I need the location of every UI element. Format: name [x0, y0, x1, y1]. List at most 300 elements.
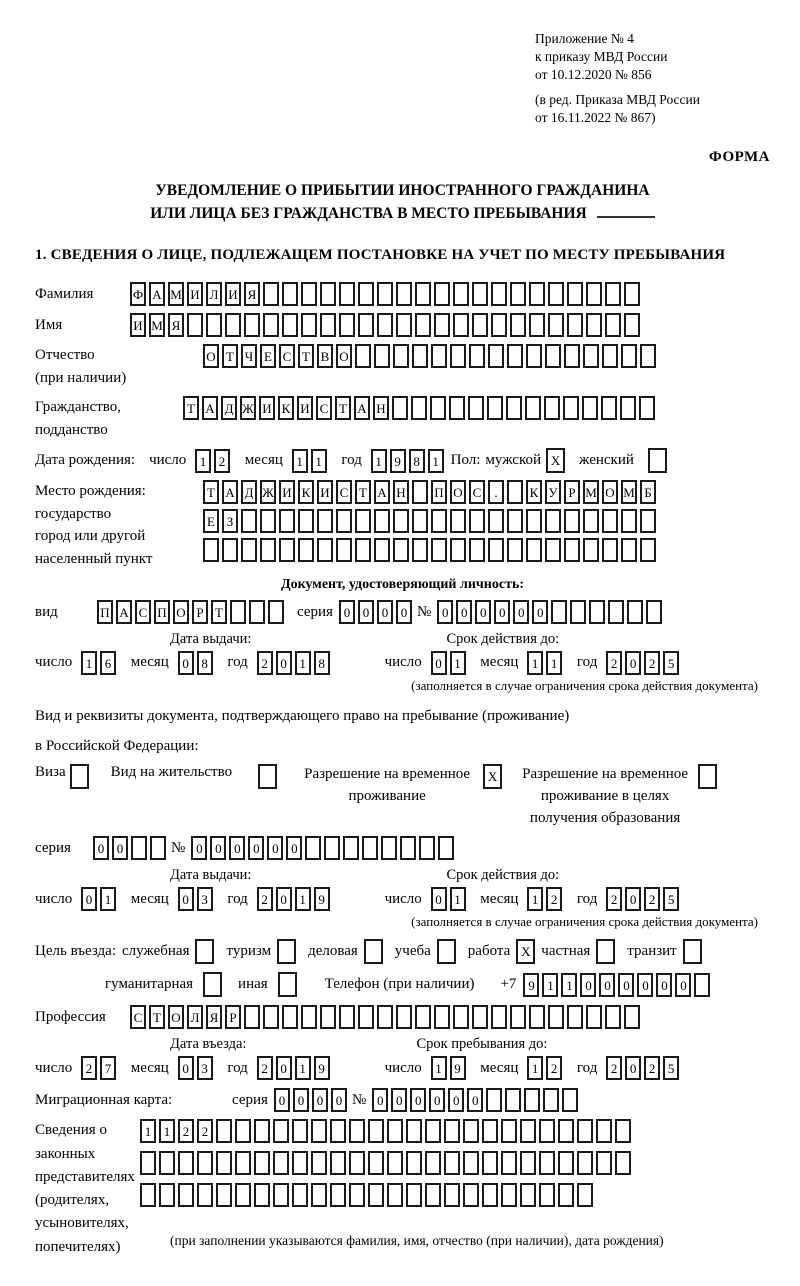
char-cell[interactable]	[187, 313, 203, 337]
char-cell[interactable]: 2	[178, 1119, 194, 1143]
char-cell[interactable]	[486, 1088, 502, 1112]
char-cell[interactable]: 2	[546, 887, 562, 911]
char-cell[interactable]: 1	[561, 973, 577, 997]
char-cell[interactable]: 0	[286, 836, 302, 860]
char-cell[interactable]: 0	[675, 973, 691, 997]
char-cell[interactable]	[339, 282, 355, 306]
char-cell[interactable]: С	[316, 396, 332, 420]
char-cell[interactable]	[548, 1005, 564, 1029]
char-cell[interactable]	[444, 1183, 460, 1207]
char-cell[interactable]	[564, 509, 580, 533]
char-cell[interactable]: 0	[431, 651, 447, 675]
char-cell[interactable]	[320, 1005, 336, 1029]
char-cell[interactable]: 3	[197, 1056, 213, 1080]
char-cell[interactable]: Т	[298, 344, 314, 368]
char-cell[interactable]	[178, 1151, 194, 1175]
char-cell[interactable]	[539, 1183, 555, 1207]
char-cell[interactable]: 1	[450, 651, 466, 675]
char-cell[interactable]	[396, 282, 412, 306]
char-cell[interactable]	[263, 1005, 279, 1029]
char-cell[interactable]	[355, 344, 371, 368]
char-cell[interactable]	[301, 313, 317, 337]
char-cell[interactable]	[624, 282, 640, 306]
char-cell[interactable]: Т	[335, 396, 351, 420]
char-cell[interactable]	[463, 1151, 479, 1175]
char-cell[interactable]: 0	[625, 1056, 641, 1080]
char-cell[interactable]	[558, 1151, 574, 1175]
char-cell[interactable]: С	[135, 600, 151, 624]
char-cell[interactable]	[586, 282, 602, 306]
char-cell[interactable]	[450, 344, 466, 368]
char-cell[interactable]	[510, 1005, 526, 1029]
char-cell[interactable]	[412, 538, 428, 562]
char-cell[interactable]	[583, 344, 599, 368]
char-cell[interactable]	[292, 1119, 308, 1143]
char-cell[interactable]	[415, 282, 431, 306]
char-cell[interactable]: Я	[206, 1005, 222, 1029]
purpose-tourism-checkbox[interactable]	[277, 939, 296, 964]
char-cell[interactable]: И	[259, 396, 275, 420]
char-cell[interactable]	[583, 538, 599, 562]
char-cell[interactable]: 1	[527, 651, 543, 675]
char-cell[interactable]	[615, 1119, 631, 1143]
char-cell[interactable]	[449, 396, 465, 420]
char-cell[interactable]	[355, 538, 371, 562]
char-cell[interactable]	[159, 1183, 175, 1207]
char-cell[interactable]	[487, 396, 503, 420]
char-cell[interactable]	[646, 600, 662, 624]
char-cell[interactable]: 0	[391, 1088, 407, 1112]
char-cell[interactable]	[520, 1151, 536, 1175]
char-cell[interactable]	[586, 313, 602, 337]
char-cell[interactable]	[292, 1183, 308, 1207]
char-cell[interactable]	[472, 313, 488, 337]
char-cell[interactable]	[343, 836, 359, 860]
char-cell[interactable]	[273, 1119, 289, 1143]
char-cell[interactable]: 0	[475, 600, 491, 624]
char-cell[interactable]	[279, 509, 295, 533]
char-cell[interactable]	[358, 313, 374, 337]
char-cell[interactable]	[311, 1151, 327, 1175]
char-cell[interactable]	[520, 1119, 536, 1143]
char-cell[interactable]	[292, 1151, 308, 1175]
char-cell[interactable]	[330, 1151, 346, 1175]
char-cell[interactable]: А	[149, 282, 165, 306]
char-cell[interactable]	[507, 480, 523, 504]
purpose-work-checkbox[interactable]: X	[516, 939, 535, 964]
char-cell[interactable]: 5	[663, 1056, 679, 1080]
char-cell[interactable]: В	[317, 344, 333, 368]
char-cell[interactable]: 0	[178, 651, 194, 675]
char-cell[interactable]	[412, 344, 428, 368]
char-cell[interactable]: 0	[372, 1088, 388, 1112]
char-cell[interactable]: П	[97, 600, 113, 624]
char-cell[interactable]: Р	[225, 1005, 241, 1029]
char-cell[interactable]	[605, 282, 621, 306]
char-cell[interactable]	[548, 313, 564, 337]
char-cell[interactable]	[507, 509, 523, 533]
temp-permit-edu-checkbox[interactable]	[698, 764, 717, 789]
char-cell[interactable]	[602, 509, 618, 533]
char-cell[interactable]: .	[488, 480, 504, 504]
char-cell[interactable]	[615, 1151, 631, 1175]
char-cell[interactable]: 0	[339, 600, 355, 624]
char-cell[interactable]: Л	[206, 282, 222, 306]
char-cell[interactable]	[358, 282, 374, 306]
char-cell[interactable]	[282, 1005, 298, 1029]
char-cell[interactable]	[197, 1151, 213, 1175]
char-cell[interactable]: 2	[257, 887, 273, 911]
char-cell[interactable]	[469, 538, 485, 562]
char-cell[interactable]: 0	[448, 1088, 464, 1112]
char-cell[interactable]	[415, 1005, 431, 1029]
char-cell[interactable]	[311, 1183, 327, 1207]
char-cell[interactable]	[387, 1151, 403, 1175]
char-cell[interactable]	[472, 1005, 488, 1029]
char-cell[interactable]	[469, 344, 485, 368]
char-cell[interactable]: 9	[314, 887, 330, 911]
char-cell[interactable]	[491, 1005, 507, 1029]
char-cell[interactable]: 1	[542, 973, 558, 997]
char-cell[interactable]	[392, 396, 408, 420]
char-cell[interactable]	[640, 509, 656, 533]
char-cell[interactable]	[377, 1005, 393, 1029]
char-cell[interactable]: 2	[257, 1056, 273, 1080]
char-cell[interactable]	[596, 1119, 612, 1143]
char-cell[interactable]	[425, 1183, 441, 1207]
char-cell[interactable]: М	[583, 480, 599, 504]
char-cell[interactable]: 1	[311, 449, 327, 473]
char-cell[interactable]: 1	[295, 651, 311, 675]
purpose-transit-checkbox[interactable]	[683, 939, 702, 964]
char-cell[interactable]	[624, 313, 640, 337]
char-cell[interactable]: П	[431, 480, 447, 504]
char-cell[interactable]	[526, 509, 542, 533]
char-cell[interactable]	[694, 973, 710, 997]
char-cell[interactable]: 0	[580, 973, 596, 997]
char-cell[interactable]	[222, 538, 238, 562]
char-cell[interactable]: 5	[663, 887, 679, 911]
char-cell[interactable]: 5	[663, 651, 679, 675]
char-cell[interactable]	[298, 538, 314, 562]
char-cell[interactable]	[453, 313, 469, 337]
char-cell[interactable]: Ф	[130, 282, 146, 306]
char-cell[interactable]: 0	[494, 600, 510, 624]
char-cell[interactable]: 2	[644, 1056, 660, 1080]
char-cell[interactable]	[640, 344, 656, 368]
char-cell[interactable]	[393, 538, 409, 562]
char-cell[interactable]: 0	[331, 1088, 347, 1112]
char-cell[interactable]: 0	[618, 973, 634, 997]
char-cell[interactable]: 8	[409, 449, 425, 473]
title-blank-line[interactable]	[597, 216, 655, 218]
char-cell[interactable]	[529, 313, 545, 337]
char-cell[interactable]: 0	[377, 600, 393, 624]
char-cell[interactable]: С	[336, 480, 352, 504]
char-cell[interactable]	[544, 396, 560, 420]
char-cell[interactable]	[374, 344, 390, 368]
char-cell[interactable]	[506, 396, 522, 420]
char-cell[interactable]: И	[225, 282, 241, 306]
char-cell[interactable]	[400, 836, 416, 860]
char-cell[interactable]	[131, 836, 147, 860]
char-cell[interactable]	[434, 1005, 450, 1029]
char-cell[interactable]: 0	[178, 1056, 194, 1080]
char-cell[interactable]	[524, 1088, 540, 1112]
char-cell[interactable]	[501, 1151, 517, 1175]
char-cell[interactable]: Я	[244, 282, 260, 306]
char-cell[interactable]: И	[279, 480, 295, 504]
char-cell[interactable]	[159, 1151, 175, 1175]
char-cell[interactable]	[491, 313, 507, 337]
char-cell[interactable]	[263, 313, 279, 337]
char-cell[interactable]: 8	[314, 651, 330, 675]
char-cell[interactable]: Н	[373, 396, 389, 420]
char-cell[interactable]: 9	[314, 1056, 330, 1080]
char-cell[interactable]: 2	[257, 651, 273, 675]
char-cell[interactable]	[564, 344, 580, 368]
char-cell[interactable]	[244, 313, 260, 337]
char-cell[interactable]: 0	[656, 973, 672, 997]
char-cell[interactable]	[539, 1151, 555, 1175]
char-cell[interactable]: И	[130, 313, 146, 337]
char-cell[interactable]: 0	[210, 836, 226, 860]
char-cell[interactable]: 1	[546, 651, 562, 675]
purpose-humanitarian-checkbox[interactable]	[203, 972, 222, 997]
char-cell[interactable]: О	[203, 344, 219, 368]
char-cell[interactable]	[320, 313, 336, 337]
char-cell[interactable]	[589, 600, 605, 624]
residence-permit-checkbox[interactable]	[258, 764, 277, 789]
purpose-other-checkbox[interactable]	[278, 972, 297, 997]
char-cell[interactable]	[482, 1183, 498, 1207]
char-cell[interactable]: 0	[467, 1088, 483, 1112]
char-cell[interactable]: 0	[625, 887, 641, 911]
char-cell[interactable]	[336, 538, 352, 562]
char-cell[interactable]	[453, 282, 469, 306]
char-cell[interactable]: Е	[203, 509, 219, 533]
char-cell[interactable]: 8	[197, 651, 213, 675]
char-cell[interactable]: Д	[241, 480, 257, 504]
char-cell[interactable]	[583, 509, 599, 533]
char-cell[interactable]: 0	[267, 836, 283, 860]
char-cell[interactable]	[472, 282, 488, 306]
char-cell[interactable]	[425, 1151, 441, 1175]
char-cell[interactable]	[216, 1119, 232, 1143]
char-cell[interactable]	[434, 313, 450, 337]
char-cell[interactable]	[349, 1183, 365, 1207]
char-cell[interactable]	[510, 282, 526, 306]
char-cell[interactable]	[582, 396, 598, 420]
char-cell[interactable]: 0	[358, 600, 374, 624]
char-cell[interactable]	[621, 509, 637, 533]
char-cell[interactable]: 0	[431, 887, 447, 911]
char-cell[interactable]: 0	[599, 973, 615, 997]
char-cell[interactable]	[349, 1119, 365, 1143]
char-cell[interactable]	[150, 836, 166, 860]
char-cell[interactable]	[577, 1183, 593, 1207]
char-cell[interactable]	[244, 1005, 260, 1029]
char-cell[interactable]	[558, 1183, 574, 1207]
char-cell[interactable]	[564, 538, 580, 562]
char-cell[interactable]: О	[602, 480, 618, 504]
char-cell[interactable]	[336, 509, 352, 533]
char-cell[interactable]: Ж	[240, 396, 256, 420]
char-cell[interactable]	[317, 538, 333, 562]
char-cell[interactable]: 0	[312, 1088, 328, 1112]
char-cell[interactable]	[567, 282, 583, 306]
char-cell[interactable]: 0	[178, 887, 194, 911]
char-cell[interactable]	[596, 1151, 612, 1175]
char-cell[interactable]	[505, 1088, 521, 1112]
char-cell[interactable]: Т	[203, 480, 219, 504]
char-cell[interactable]	[621, 344, 637, 368]
char-cell[interactable]: 1	[527, 1056, 543, 1080]
char-cell[interactable]	[482, 1119, 498, 1143]
char-cell[interactable]	[602, 344, 618, 368]
char-cell[interactable]	[438, 836, 454, 860]
char-cell[interactable]	[525, 396, 541, 420]
char-cell[interactable]	[491, 282, 507, 306]
char-cell[interactable]	[431, 344, 447, 368]
char-cell[interactable]	[249, 600, 265, 624]
purpose-business-checkbox[interactable]	[195, 939, 214, 964]
char-cell[interactable]	[311, 1119, 327, 1143]
char-cell[interactable]	[415, 313, 431, 337]
char-cell[interactable]	[339, 1005, 355, 1029]
temp-permit-checkbox[interactable]: X	[483, 764, 502, 789]
char-cell[interactable]	[301, 1005, 317, 1029]
char-cell[interactable]	[203, 538, 219, 562]
char-cell[interactable]	[268, 600, 284, 624]
char-cell[interactable]: А	[354, 396, 370, 420]
char-cell[interactable]	[387, 1119, 403, 1143]
char-cell[interactable]	[605, 1005, 621, 1029]
purpose-private-checkbox[interactable]	[596, 939, 615, 964]
char-cell[interactable]: 3	[197, 887, 213, 911]
char-cell[interactable]	[381, 836, 397, 860]
char-cell[interactable]: Р	[564, 480, 580, 504]
char-cell[interactable]	[406, 1183, 422, 1207]
char-cell[interactable]: 2	[644, 887, 660, 911]
char-cell[interactable]	[601, 396, 617, 420]
char-cell[interactable]: К	[526, 480, 542, 504]
char-cell[interactable]	[639, 396, 655, 420]
char-cell[interactable]: Ж	[260, 480, 276, 504]
char-cell[interactable]: Ч	[241, 344, 257, 368]
char-cell[interactable]	[374, 538, 390, 562]
char-cell[interactable]	[235, 1119, 251, 1143]
char-cell[interactable]	[282, 282, 298, 306]
char-cell[interactable]	[488, 538, 504, 562]
char-cell[interactable]	[330, 1183, 346, 1207]
char-cell[interactable]: Н	[393, 480, 409, 504]
char-cell[interactable]: 0	[429, 1088, 445, 1112]
char-cell[interactable]: 1	[195, 449, 211, 473]
char-cell[interactable]: 0	[437, 600, 453, 624]
char-cell[interactable]	[621, 538, 637, 562]
char-cell[interactable]: 2	[197, 1119, 213, 1143]
char-cell[interactable]: 1	[100, 887, 116, 911]
char-cell[interactable]	[339, 313, 355, 337]
char-cell[interactable]: О	[168, 1005, 184, 1029]
char-cell[interactable]	[298, 509, 314, 533]
char-cell[interactable]	[586, 1005, 602, 1029]
char-cell[interactable]	[567, 1005, 583, 1029]
char-cell[interactable]	[349, 1151, 365, 1175]
char-cell[interactable]	[377, 313, 393, 337]
char-cell[interactable]: Т	[149, 1005, 165, 1029]
char-cell[interactable]: 1	[428, 449, 444, 473]
char-cell[interactable]	[430, 396, 446, 420]
char-cell[interactable]	[570, 600, 586, 624]
char-cell[interactable]	[368, 1119, 384, 1143]
char-cell[interactable]: 2	[606, 1056, 622, 1080]
char-cell[interactable]: К	[298, 480, 314, 504]
char-cell[interactable]	[396, 313, 412, 337]
sex-female-checkbox[interactable]	[648, 448, 667, 473]
char-cell[interactable]	[178, 1183, 194, 1207]
char-cell[interactable]	[254, 1151, 270, 1175]
char-cell[interactable]: А	[116, 600, 132, 624]
char-cell[interactable]: 0	[191, 836, 207, 860]
char-cell[interactable]	[501, 1119, 517, 1143]
char-cell[interactable]	[567, 313, 583, 337]
char-cell[interactable]	[548, 282, 564, 306]
char-cell[interactable]	[545, 538, 561, 562]
char-cell[interactable]	[545, 344, 561, 368]
char-cell[interactable]	[140, 1151, 156, 1175]
char-cell[interactable]: С	[469, 480, 485, 504]
char-cell[interactable]: П	[154, 600, 170, 624]
char-cell[interactable]	[330, 1119, 346, 1143]
char-cell[interactable]	[562, 1088, 578, 1112]
char-cell[interactable]: 9	[523, 973, 539, 997]
char-cell[interactable]	[468, 396, 484, 420]
char-cell[interactable]	[387, 1183, 403, 1207]
char-cell[interactable]: 1	[295, 887, 311, 911]
char-cell[interactable]: З	[222, 509, 238, 533]
char-cell[interactable]	[526, 344, 542, 368]
char-cell[interactable]	[273, 1151, 289, 1175]
char-cell[interactable]: Д	[221, 396, 237, 420]
char-cell[interactable]	[529, 282, 545, 306]
char-cell[interactable]	[543, 1088, 559, 1112]
char-cell[interactable]: 0	[276, 651, 292, 675]
char-cell[interactable]: 9	[390, 449, 406, 473]
purpose-study-checkbox[interactable]	[437, 939, 456, 964]
char-cell[interactable]: 0	[276, 1056, 292, 1080]
char-cell[interactable]	[444, 1151, 460, 1175]
char-cell[interactable]	[526, 538, 542, 562]
char-cell[interactable]	[362, 836, 378, 860]
char-cell[interactable]: 1	[81, 651, 97, 675]
char-cell[interactable]: 0	[637, 973, 653, 997]
char-cell[interactable]: И	[297, 396, 313, 420]
char-cell[interactable]: 0	[112, 836, 128, 860]
char-cell[interactable]	[431, 509, 447, 533]
char-cell[interactable]: 1	[292, 449, 308, 473]
char-cell[interactable]	[317, 509, 333, 533]
char-cell[interactable]: 0	[396, 600, 412, 624]
char-cell[interactable]: И	[317, 480, 333, 504]
char-cell[interactable]: 0	[274, 1088, 290, 1112]
char-cell[interactable]: 0	[513, 600, 529, 624]
char-cell[interactable]	[235, 1183, 251, 1207]
char-cell[interactable]: 1	[140, 1119, 156, 1143]
char-cell[interactable]	[482, 1151, 498, 1175]
char-cell[interactable]: 0	[532, 600, 548, 624]
